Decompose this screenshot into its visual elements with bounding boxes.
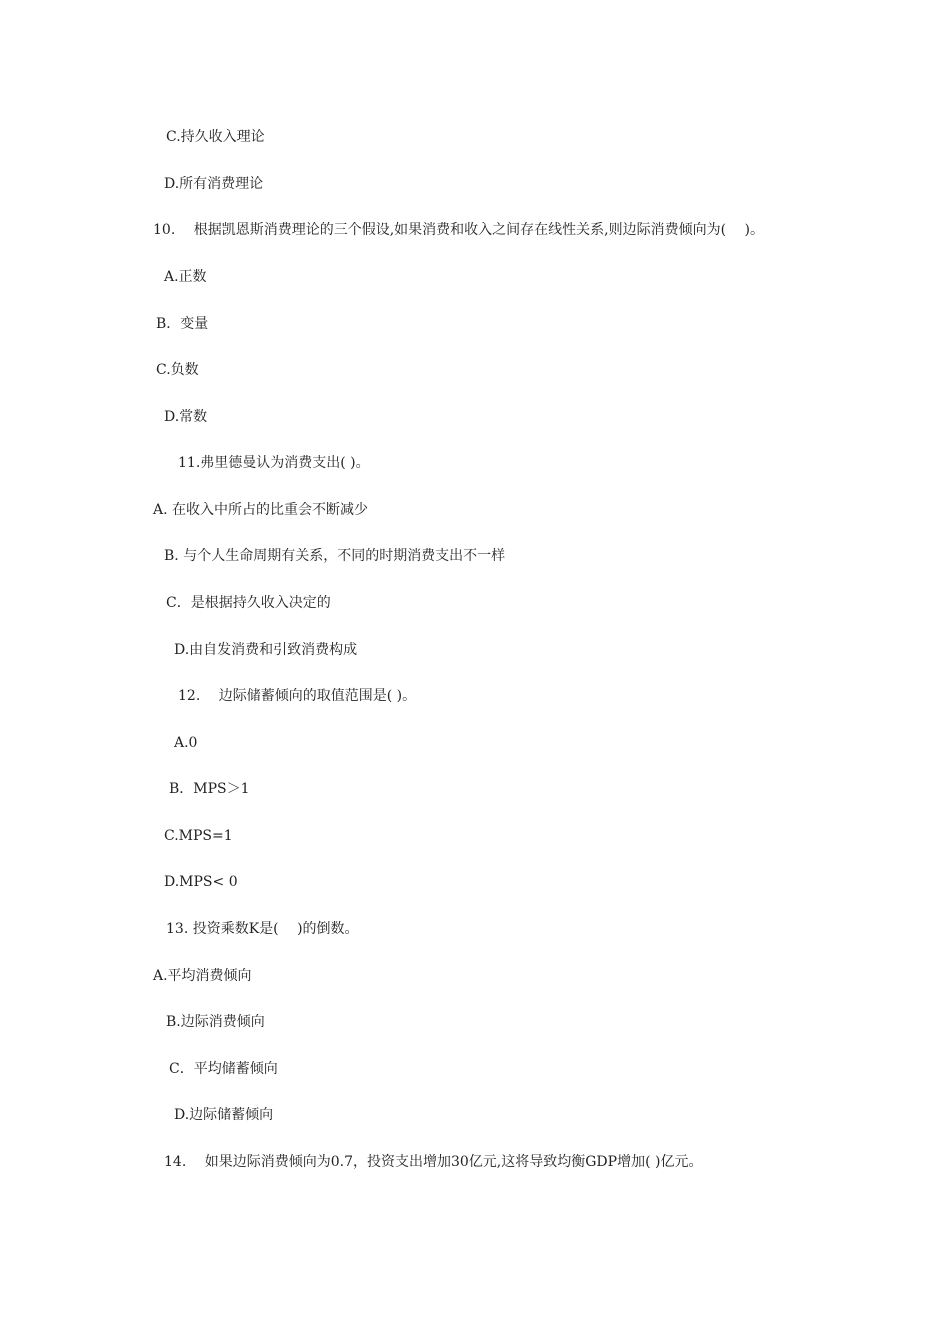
option-b-q11: B. 与个人生命周期有关系，不同的时期消费支出不一样 bbox=[164, 548, 506, 564]
option-d-q11: D.由自发消费和引致消费构成 bbox=[174, 642, 358, 658]
question-11: 11.弗里德曼认为消费支出( )。 bbox=[178, 455, 370, 471]
option-b-q13: B.边际消费倾向 bbox=[166, 1014, 265, 1030]
question-12: 12. 边际储蓄倾向的取值范围是( )。 bbox=[178, 688, 417, 704]
option-d-q12: D.MPS< 0 bbox=[164, 874, 238, 890]
option-d-q9: D.所有消费理论 bbox=[164, 176, 264, 192]
option-d-q13: D.边际储蓄倾向 bbox=[174, 1107, 274, 1123]
option-a-q10: A.正数 bbox=[164, 269, 207, 285]
question-14: 14. 如果边际消费倾向为0.7，投资支出增加30亿元,这将导致均衡GDP增加( )亿元。 bbox=[164, 1154, 703, 1170]
option-c-q13: C．平均储蓄倾向 bbox=[169, 1061, 278, 1077]
option-c-q11: C．是根据持久收入决定的 bbox=[166, 595, 331, 611]
question-13: 13. 投资乘数K是( )的倒数。 bbox=[166, 921, 359, 937]
option-a-q12: A.0 bbox=[174, 735, 198, 751]
question-10: 10. 根据凯恩斯消费理论的三个假设,如果消费和收入之间存在线性关系,则边际消费倾向为( )。 bbox=[153, 222, 764, 238]
option-b-q10: B．变量 bbox=[156, 316, 209, 332]
option-a-q11: A. 在收入中所占的比重会不断减少 bbox=[153, 502, 369, 518]
option-b-q12: B．MPS＞1 bbox=[169, 781, 250, 797]
option-c-q12: C.MPS=1 bbox=[164, 828, 233, 844]
option-d-q10: D.常数 bbox=[164, 409, 208, 425]
option-c-q9: C.持久收入理论 bbox=[166, 129, 265, 145]
option-a-q13: A.平均消费倾向 bbox=[153, 968, 252, 984]
option-c-q10: C.负数 bbox=[156, 362, 199, 378]
